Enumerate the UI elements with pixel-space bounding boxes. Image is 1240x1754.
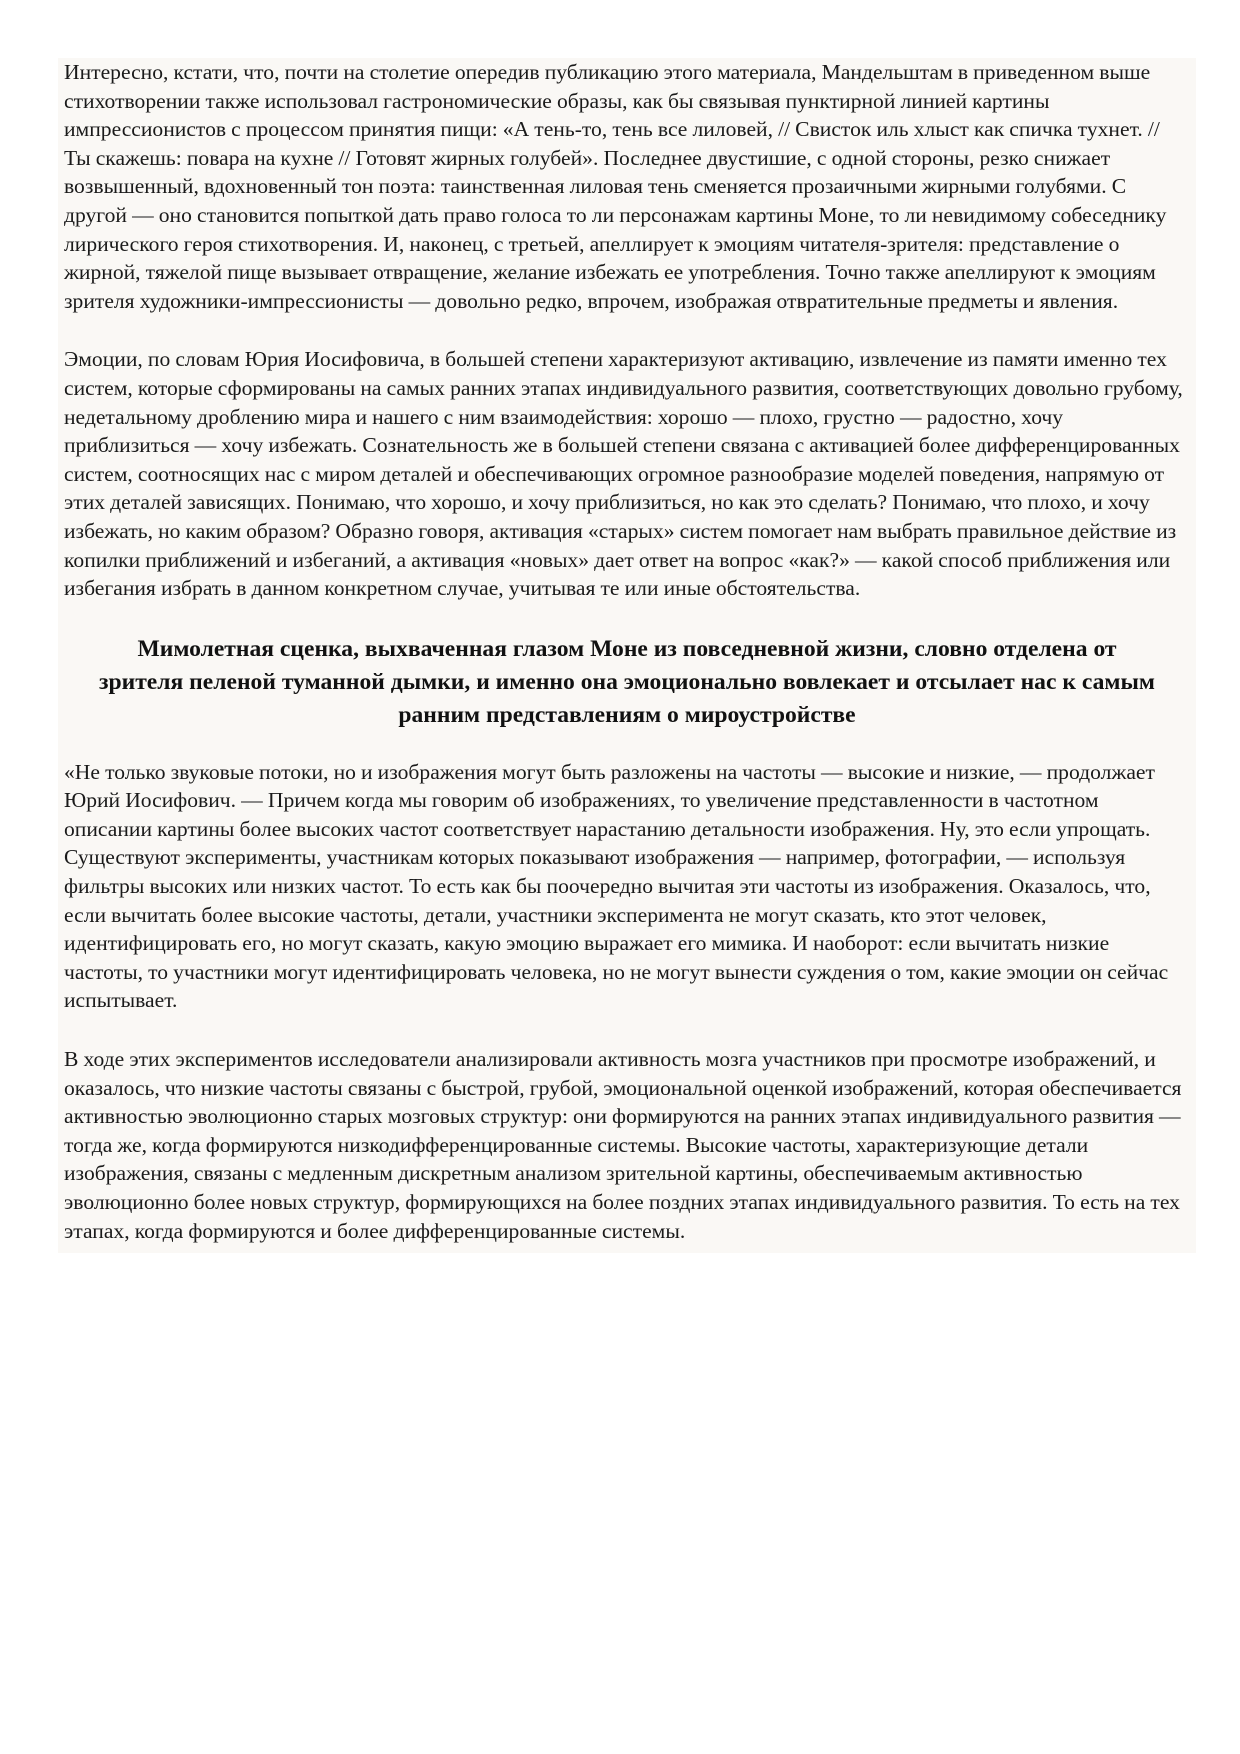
paragraph-emotions: Эмоции, по словам Юрия Иосифовича, в большей степени характеризуют активацию, извлечение из памяти именно тех систем, которые сформированы на самых ранних этапах индивидуального развития, соответствующих довольно грубому, недетальному дроблению мира и нашего с ним взаимодействия: хорошо — плохо, грустно — радостно, хочу приблизиться — хочу избежать. Сознательность же в большей степени связана с активацией более дифференцированных систем, соотносящих нас с миром деталей и обеспечивающих огромное разнообразие моделей поведения, напрямую от этих деталей зависящих. Понимаю, что хорошо, и хочу приблизиться, но как это сделать? Понимаю, что плохо, и хочу избежать, но каким образом? Образно говоря, активация «старых» систем помогает нам выбрать правильное действие из копилки приближений и избеганий, а активация «новых» дает ответ на вопрос «как?» — какой способ приближения или избегания избрать в данном конкретном случае, учитывая те или иные обстоятельства. <box>64 347 1183 601</box>
pull-quote-heading: Мимолетная сценка, выхваченная глазом Моне из повседневной жизни, словно отделена от зрителя пеленой туманной дымки, и именно она эмоционально вовлекает и отсылает нас к самым ранним представлениям о мироустройстве <box>99 635 1155 728</box>
paragraph-frequencies: «Не только звуковые потоки, но и изображения могут быть разложены на частоты — высокие и низкие, — продолжает Юрий Иосифович. — Причем когда мы говорим об изображениях, то увеличение представленности в частотном описании картины более высоких частот соответствует нарастанию детальности изображения. Ну, это если упрощать. Существуют эксперименты, участникам которых показывают изображения — например, фотографии, — используя фильтры высоких или низких частот. То есть как бы поочередно вычитая эти частоты из изображения. Оказалось, что, если вычитать более высокие частоты, детали, участники эксперимента не могут сказать, кто этот человек, идентифицировать его, но могут сказать, какую эмоцию выражает его мимика. И наоборот: если вычитать низкие частоты, то участники могут идентифицировать человека, но не могут вынести суждения о том, какие эмоции он сейчас испытывает. <box>64 759 1169 1013</box>
paragraph-mandelstam: Интересно, кстати, что, почти на столетие опередив публикацию этого материала, Мандельштам в приведенном выше стихотворении также использовал гастрономические образы, как бы связывая пунктирной линией картины импрессионистов с процессом принятия пищи: «А тень-то, тень все лиловей, // Свисток иль хлыст как спичка тухнет. // Ты скажешь: повара на кухне // Готовят жирных голубей». Последнее двустишие, с одной стороны, резко снижает возвышенный, вдохновенный тон поэта: таинственная лиловая тень сменяется прозаичными жирными голубями. С другой — оно становится попыткой дать право голоса то ли персонажам картины Моне, то ли невидимому собеседнику лирического героя стихотворения. И, наконец, с третьей, апеллирует к эмоциям читателя-зрителя: представление о жирной, тяжелой пище вызывает отвращение, желание избежать ее употребления. Точно также апеллируют к эмоциям зрителя художники-импрессионисты — довольно редко, впрочем, изображая отвратительные предметы и явления. <box>64 60 1167 313</box>
paragraph-experiments: В ходе этих экспериментов исследователи анализировали активность мозга участников при просмотре изображений, и оказалось, что низкие частоты связаны с быстрой, грубой, эмоциональной оценкой изображений, которая обеспечивается активностью эволюционно старых мозговых структур: они формируются на ранних этапах индивидуального развития — тогда же, когда формируются низкодифференцированные системы. Высокие частоты, характеризующие детали изображения, связаны с медленным дискретным анализом зрительной картины, обеспечиваемым активностью эволюционно более новых структур, формирующихся на более поздних этапах индивидуального развития. То есть на тех этапах, когда формируются и более дифференцированные системы. <box>64 1047 1182 1243</box>
article-body <box>58 58 1196 1253</box>
